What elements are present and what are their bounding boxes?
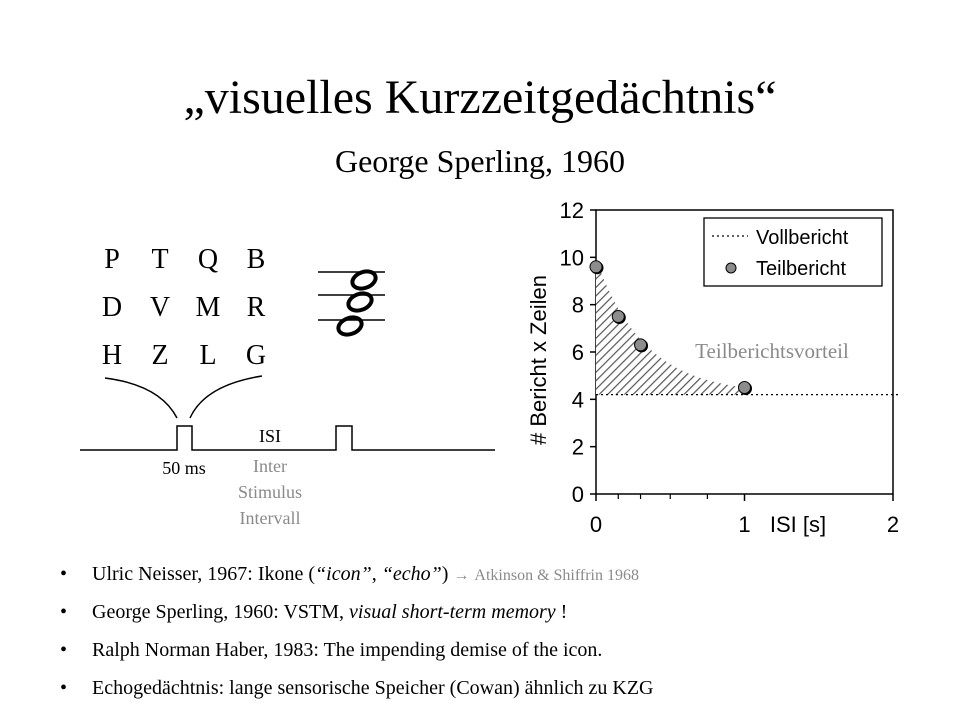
matrix-letter: D (101, 292, 123, 323)
bullet-neisser-text: Ulric Neisser, 1967: Ikone ( (92, 563, 316, 585)
matrix-letter: P (104, 244, 120, 275)
bullet-haber (60, 638, 940, 662)
bullet-comma: , (371, 563, 382, 585)
bullet-echo (60, 676, 940, 700)
y-axis-label: # Bericht x Zeilen (526, 275, 551, 445)
bullet-haber-text: Ralph Norman Haber, 1983: The impending demise of the icon. (92, 639, 603, 661)
matrix-letter: T (151, 244, 169, 275)
x-axis-label: ISI [s] (769, 512, 827, 537)
y-tick-label: 4 (571, 387, 584, 413)
teilbericht-point (590, 261, 602, 273)
matrix-letter: L (199, 340, 217, 371)
isi-label: ISI (259, 426, 281, 446)
x-tick-label: 0 (589, 512, 603, 537)
bullet-close-paren: ) (441, 563, 449, 585)
legend-vollbericht-label: Vollbericht (756, 227, 849, 249)
x-tick-label: 2 (886, 512, 900, 537)
x-tick-label: 1 (738, 512, 751, 537)
bullet-sperling-suffix: ! (555, 601, 568, 623)
matrix-letter: H (101, 340, 123, 371)
teilbericht-point (739, 382, 751, 394)
y-tick-label: 2 (571, 434, 584, 460)
legend-teilbericht-swatch (726, 263, 736, 273)
bullet-neisser (60, 562, 940, 586)
arrow-icon: → (453, 567, 470, 584)
echo-term: “echo” (381, 563, 442, 585)
legend-teilbericht-label: Teilbericht (756, 258, 847, 280)
atkinson-shiffrin-ref: Atkinson & Shiffrin 1968 (474, 567, 639, 584)
matrix-letter: Z (151, 340, 169, 371)
y-tick-label: 6 (571, 340, 584, 365)
y-tick-label: 0 (571, 482, 584, 507)
teilbericht-point (635, 339, 647, 351)
matrix-letter: G (245, 340, 267, 371)
chart-legend (704, 218, 882, 286)
bullet-list (60, 562, 940, 714)
teilbericht-point (612, 311, 624, 323)
matrix-letter: Q (197, 244, 219, 275)
bullet-sperling-text: George Sperling, 1960: VSTM, (92, 601, 350, 623)
matrix-letter: B (246, 244, 266, 275)
matrix-letter: R (246, 292, 266, 323)
bullet-sperling (60, 600, 940, 624)
slide-subtitle: George Sperling, 1960 (334, 143, 626, 179)
y-tick-label: 8 (571, 292, 584, 318)
y-tick-label: 12 (559, 198, 584, 223)
plot-area (526, 198, 900, 537)
slide-title: „visuelles Kurzzeitgedächtnis“ (183, 71, 777, 124)
chart-annotation: Teilberichtsvorteil (695, 339, 849, 363)
isi-expansion-word: Inter (253, 456, 287, 476)
icon-term: “icon” (315, 563, 372, 585)
bullet-echo-text: Echogedächtnis: lange sensorische Speicher (Cowan) ähnlich zu KZG (92, 677, 654, 699)
isi-expansion-word: Stimulus (237, 482, 303, 502)
matrix-letter: M (195, 292, 221, 323)
y-tick-label: 10 (559, 245, 584, 271)
stimulus-duration-label: 50 ms (162, 458, 206, 478)
isi-expansion-word: Intervall (239, 508, 301, 528)
vstm-expansion: visual short-term memory (349, 601, 556, 623)
matrix-letter: V (149, 292, 171, 323)
